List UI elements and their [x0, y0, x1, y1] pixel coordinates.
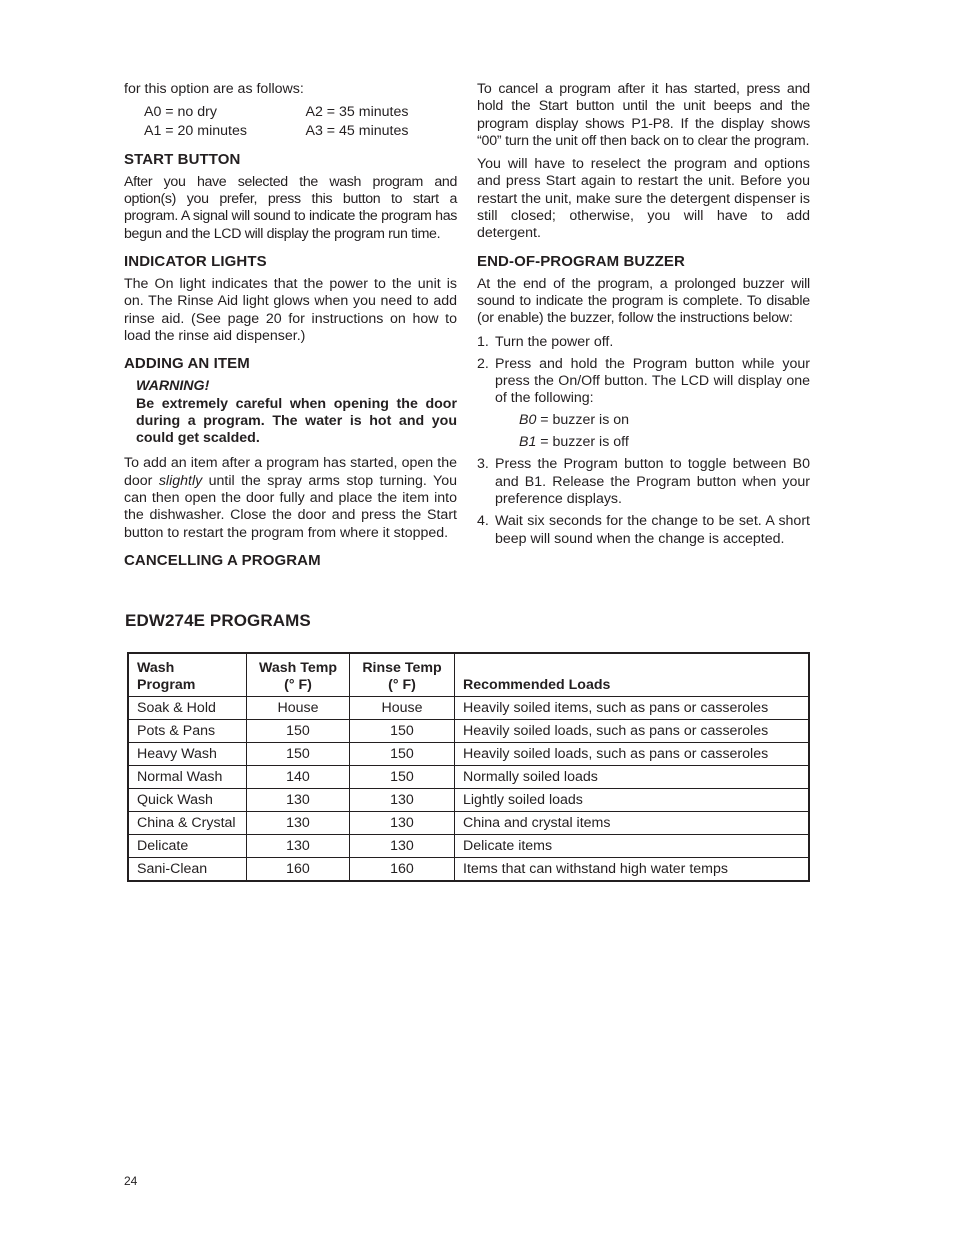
buzzer-step — [477, 456, 810, 508]
dry-option: A1 = 20 minutes — [144, 122, 247, 139]
dry-options-table — [124, 104, 457, 141]
table-row — [128, 720, 809, 743]
step-text: Press the Program button to toggle between B0 and B1. Release the Program button when your preference displays. — [495, 456, 810, 507]
table-row — [128, 835, 809, 858]
programs-table-body — [128, 697, 809, 882]
buzzer-codes — [495, 412, 810, 452]
programs-title: EDW274E PROGRAMS — [125, 611, 311, 630]
buzzer-code-desc: = buzzer is on — [536, 411, 630, 428]
buzzer-code-b0 — [519, 412, 810, 429]
rinse-temp-cell: 130 — [350, 835, 455, 858]
step-text: Press and hold the Program button while your press the On/Off button. The LCD will display one of the following: — [495, 355, 810, 407]
warning-text: Be extremely careful when opening the door during a program. The water is hot and you could get scalded. — [136, 395, 457, 447]
table-row — [128, 812, 809, 835]
header-wash-temp — [247, 653, 350, 697]
adding-item-text-part: To add an item after a program has started, open the door — [124, 455, 457, 489]
step-text: Turn the power off. — [495, 333, 614, 350]
left-column — [124, 81, 457, 575]
program-name-cell: Soak & Hold — [128, 697, 247, 720]
step-number: 2. — [477, 355, 489, 372]
step-number: 3. — [477, 456, 489, 473]
adding-item-emphasis: slightly — [158, 472, 203, 489]
buzzer-code-b1 — [519, 434, 810, 451]
intro-text: for this option are as follows: — [124, 81, 304, 97]
cancelling-program-heading: CANCELLING A PROGRAM — [124, 551, 321, 569]
program-name-cell: Delicate — [128, 835, 247, 858]
rinse-temp-cell: 150 — [350, 720, 455, 743]
wash-temp-cell: 130 — [247, 812, 350, 835]
rinse-temp-cell: 130 — [350, 789, 455, 812]
dry-option: A3 = 45 minutes — [305, 122, 409, 139]
rinse-temp-cell: House — [350, 697, 455, 720]
rinse-temp-cell: 150 — [350, 743, 455, 766]
dry-options-row — [124, 104, 457, 122]
header-recommended-loads: Recommended Loads — [455, 653, 810, 697]
wash-temp-cell: 130 — [247, 835, 350, 858]
buzzer-step — [477, 513, 810, 548]
table-row — [128, 766, 809, 789]
rinse-temp-cell: 150 — [350, 766, 455, 789]
step-number: 4. — [477, 513, 489, 530]
table-row — [128, 789, 809, 812]
dry-option: A2 = 35 minutes — [305, 104, 409, 121]
warning-title: WARNING! — [136, 378, 210, 395]
recommended-loads-cell: Heavily soiled loads, such as pans or casseroles — [455, 743, 810, 766]
warning-block — [136, 378, 457, 447]
programs-header-row — [128, 653, 809, 697]
buzzer-code: B0 — [519, 411, 537, 428]
table-row — [128, 858, 809, 882]
buzzer-code-desc: = buzzer is off — [536, 434, 629, 451]
buzzer-heading: END-OF-PROGRAM BUZZER — [477, 252, 685, 270]
step-text: Wait six seconds for the change to be set. A short beep will sound when the change is accepted. — [495, 513, 810, 547]
rinse-temp-cell: 130 — [350, 812, 455, 835]
adding-item-heading: ADDING AN ITEM — [124, 355, 250, 373]
recommended-loads-cell: Heavily soiled items, such as pans or casseroles — [455, 697, 810, 720]
adding-item-text-part: until the spray arms stop turning. You can then open the door fully and place the item into the dishwasher. Close the door and press the Start button to restart the program from where it stopped. — [124, 472, 457, 541]
header-line: Wash — [137, 660, 175, 676]
program-name-cell: Quick Wash — [128, 789, 247, 812]
header-wash-program — [128, 653, 247, 697]
recommended-loads-cell: Delicate items — [455, 835, 810, 858]
program-name-cell: Pots & Pans — [128, 720, 247, 743]
recommended-loads-cell: Lightly soiled loads — [455, 789, 810, 812]
program-name-cell: Normal Wash — [128, 766, 247, 789]
table-row — [128, 743, 809, 766]
start-button-text: After you have selected the wash program and option(s) you prefer, press this button to start a program. A signal will sound to indicate the program has begun and the LCD will display the program run time. — [124, 173, 457, 242]
header-line: (° F) — [284, 677, 312, 693]
recommended-loads-cell: Heavily soiled loads, such as pans or casseroles — [455, 720, 810, 743]
wash-temp-cell: 140 — [247, 766, 350, 789]
wash-temp-cell: 150 — [247, 720, 350, 743]
cancel-program-text: To cancel a program after it has started, press and hold the Start button until the unit beeps and the program display shows P1-P8. If the display shows “00” turn the unit off then back on to clear the program. — [477, 81, 810, 149]
wash-temp-cell: 150 — [247, 743, 350, 766]
wash-temp-cell: House — [247, 697, 350, 720]
rinse-temp-cell: 160 — [350, 858, 455, 882]
header-line: (° F) — [388, 677, 416, 693]
buzzer-text: At the end of the program, a prolonged buzzer will sound to indicate the program is complete. To disable (or enable) the buzzer, follow the instructions below: — [477, 275, 810, 327]
reselect-text: You will have to reselect the program and options and press Start again to restart the unit. Before you restart the unit, make sure the detergent dispenser is still closed; otherwise, you will have to add detergent. — [477, 156, 810, 242]
recommended-loads-cell: Normally soiled loads — [455, 766, 810, 789]
table-row — [128, 697, 809, 720]
indicator-lights-text: The On light indicates that the power to the unit is on. The Rinse Aid light glows when you need to add rinse aid. (See page 20 for instructions on how to load the rinse aid dispenser.) — [124, 276, 457, 344]
program-name-cell: China & Crystal — [128, 812, 247, 835]
program-name-cell: Heavy Wash — [128, 743, 247, 766]
header-rinse-temp — [350, 653, 455, 697]
dry-option: A0 = no dry — [144, 104, 217, 121]
buzzer-step — [477, 356, 810, 451]
adding-item-text — [124, 455, 457, 541]
indicator-lights-heading: INDICATOR LIGHTS — [124, 253, 267, 271]
recommended-loads-cell: Items that can withstand high water temps — [455, 858, 810, 882]
header-line: Program — [137, 677, 196, 693]
step-number: 1. — [477, 333, 489, 350]
right-column — [477, 81, 810, 553]
buzzer-steps — [477, 334, 810, 548]
recommended-loads-cell: China and crystal items — [455, 812, 810, 835]
header-line: Wash Temp — [258, 660, 338, 676]
program-name-cell: Sani-Clean — [128, 858, 247, 882]
wash-temp-cell: 160 — [247, 858, 350, 882]
page-number: 24 — [124, 1174, 138, 1188]
buzzer-step — [477, 334, 810, 351]
programs-table — [127, 652, 810, 882]
wash-temp-cell: 130 — [247, 789, 350, 812]
buzzer-code: B1 — [519, 434, 537, 451]
dry-options-row — [124, 123, 457, 141]
header-line: Rinse Temp — [362, 660, 442, 676]
start-button-heading: START BUTTON — [124, 150, 241, 168]
